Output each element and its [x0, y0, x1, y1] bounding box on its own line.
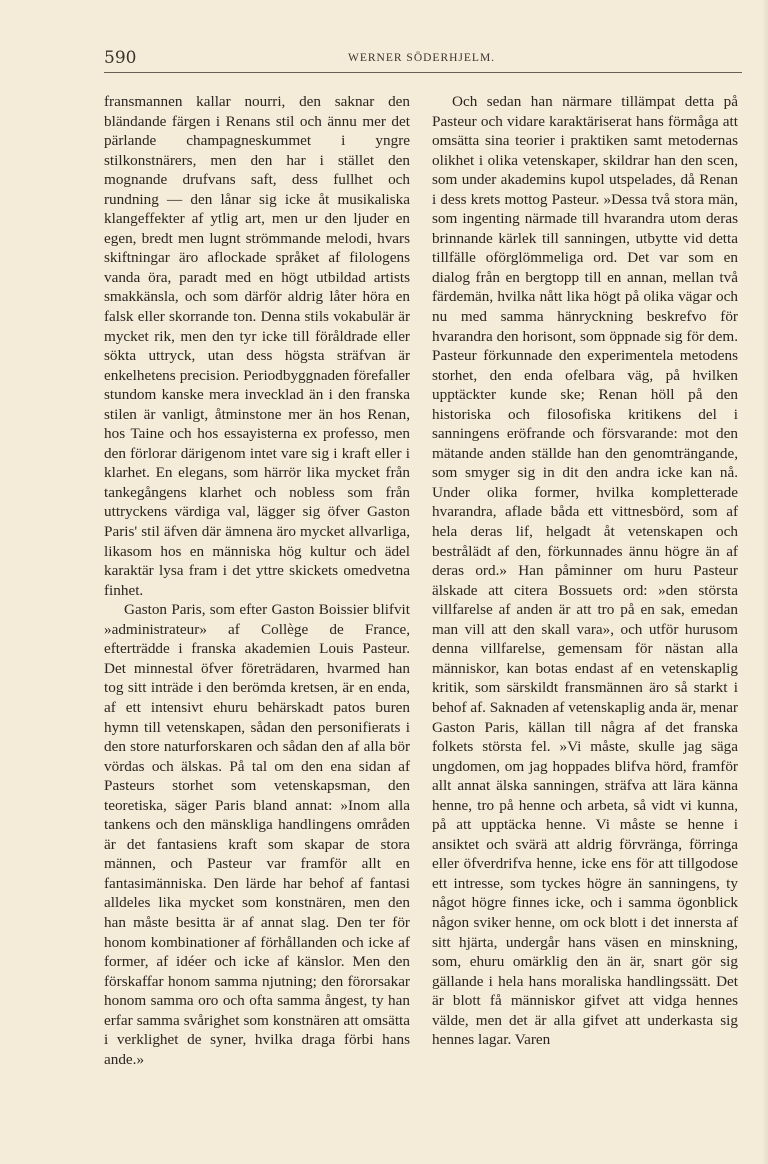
paragraph: Och sedan han närmare tillämpat detta på Pasteur och vidare karaktäriserat hans förmåga att omsätta sina teorier i praktiken samt metodernas olikhet i olika vetenskaper, skildrar han den scen, som under akademins kupol utspelades, då Renan i dess krets mottog Pasteur. »Dessa två stora män, som ingenting närmade till hvarandra utom deras brinnande kärlek till sanningen, utbytte vid detta tillfälle oförglömmeliga ord. Det var som en dialog från en bergtopp till en annan, mellan två färdemän, hvilka nått lika högt på olika vägar och nu med samma hänryckning beskrefvo för hvarandra den horisont, som öppnade sig för dem. Pasteur förkunnade den experimentela metodens storhet, den enda ofelbara väg, på hvilken upptäckter kunde ske; Renan höll på den historiska och filosofiska kritikens del i sanningens eröfrande och försvarande: mot den mätande anden ställde han den genomträngande, som smyger sig in dit den andra icke kan nå. Under olika former, hvilka kompletterade hvarandra, aflade båda ett vittnesbörd, som af hela deras lif, helgadt åt vetenskapen och bestrålädt af den, förkunnades ännu högre än af deras ord.» Han påminner om huru Pasteur älskade att citera Bossuets ord: »den största villfarelse af anden är att tro på en sak, emedan man vill att den skall vara», och utför hurusom denna villfarelse, gemensam för nästan alla människor, kan botas endast af en vetenskaplig kritik, som särskildt fransmännen äro så starkt i behof af. Saknaden af vetenskaplig anda är, menar Gaston Paris, källan till några af det franska folkets största fel. »Vi måste, skulle jag säga ungdomen, om jag hoppades blifva hörd, framför allt annat älska sanningen, sträfva att lära känna henne, tro på henne och arbeta, så vidt vi kunna, på att upptäcka henne. Vi måste se henne i ansiktet och svärä att aldrig förvränga, förringa eller öfverdrifva henne, icke ens för att tillgodose ett intresse, som tyckes högre än sanningens, ty något högre finnes icke, och i samma ögonblick någon sviker henne, om ock blott i det innersta af sitt hjärta, undergår hans väsen en minskning, som, ehuru omärklig den än är, snart gör sig gällande i hela hans moraliska handlingssätt. Det är blott få människor gifvet att vidga hennes välde, men det är alla gifvet att underkasta sig hennes lagar. Varen — [432, 93, 738, 1049]
page-number: 590 — [104, 48, 137, 68]
left-column — [104, 92, 410, 1069]
header-rule — [104, 72, 742, 73]
right-column — [432, 92, 738, 1050]
paragraph: fransmannen kallar nourri, den saknar den bländande färgen i Renans stil och ännu mer det pärlande champagneskummet i yngre stilkonstnärers, men den har i stället den mognande drufvans saft, dess fullhet och rundning — den lånar sig icke åt musikaliska klangeffekter af ytlig art, men ur den ljuder en egen, bredt men lugnt strömmande melodi, hvars skiftningar äro aflockade språket af filologens vanda öra, paradt med en högt utbildad artists smakkänsla, och som därför aldrig låter höra en falsk eller skorrande ton. Denna stils vokabulär är mycket rik, men den tyr icke till föråldrade eller sökta uttryck, utan dess högsta sträfvan är enkelhetens precision. Periodbyggnaden förefaller stundom kanske mera invecklad än i den franska stilen är vanligt, åtminstone mer än hos Renan, hos Taine och hos essayisterna ex professo, men den förlorar därigenom intet vare sig i kraft eller i klarhet. En elegans, som härrör lika mycket från tankegångens klarhet och nobless som från uttryckens värdiga val, lägger sig öfver Gaston Paris' stil äfven där ämnena äro mycket allvarliga, likasom hos en människa hög kultur och ädel karaktär lysa fram i det yttre skickets omedvetna finhet. — [104, 93, 410, 599]
running-title: WERNER SÖDERHJELM. — [348, 52, 496, 64]
paragraph: Gaston Paris, som efter Gaston Boissier blifvit »administrateur» af Collège de France, efterträdde i franska akademien Louis Pasteur. Det minnestal öfver företrädaren, hvarmed han tog sitt inträde i den berömda kretsen, är en enda, af ett intensivt ehuru behärskadt patos buren hymn till vetenskapen, sådan den personifierats i den store naturforskaren och sådan den af alla bör vördas och älskas. På tal om den ena sidan af Pasteurs storhet som vetenskapsman, den teoretiska, säger Paris bland annat: »Inom alla tankens och den mänskliga handlingens områden är det fantasiens kraft som skapar de stora männen, och Pasteur var framför allt en fantasimänniska. Den lärde har behof af fantasi alldeles lika mycket som konstnären, men den han måste besitta är af annat slag. Den ter för honom kombinationer af förhållanden och icke af former, af idéer och icke af känslor. Men den förskaffar honom samma njutning; den förorsakar honom samma oro och ofta samma ångest, ty han erfar samma svårighet som konstnären att omsätta i verklighet de syner, hvilka draga förbi hans ande.» — [104, 601, 410, 1068]
page-edge-shadow — [762, 0, 768, 1164]
